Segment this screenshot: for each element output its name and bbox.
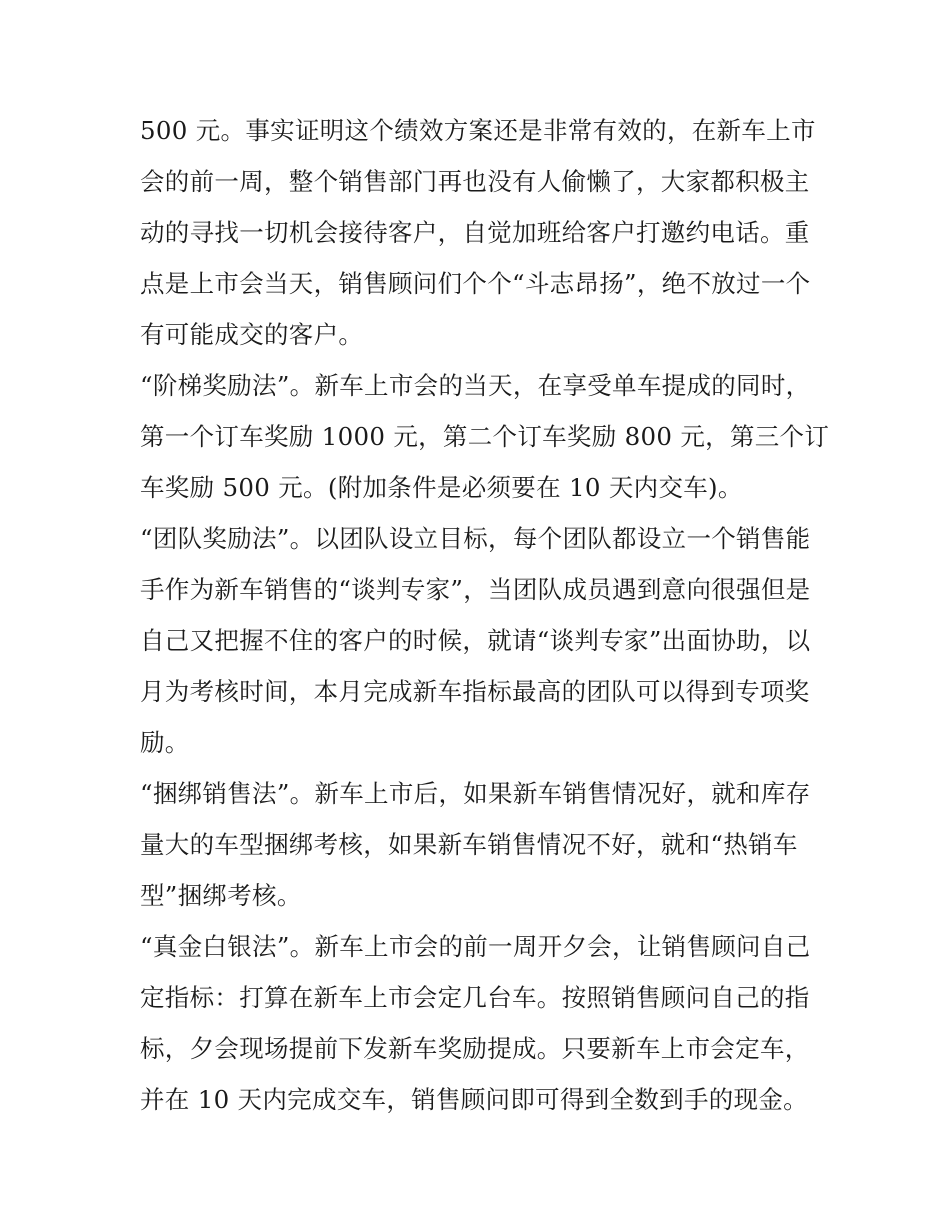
body-text — [140, 105, 830, 1125]
text-line: 励。 — [140, 728, 190, 757]
text-line: 自己又把握不住的客户的时候，就请“谈判专家”出面协助，以 — [140, 626, 811, 655]
text-line: 并在 10 天内完成交车，销售顾问即可得到全数到手的现金。 — [140, 1085, 808, 1114]
text-line: “团队奖励法”。以团队设立目标，每个团队都设立一个销售能 — [140, 524, 811, 553]
text-line: 会的前一周，整个销售部门再也没有人偷懒了，大家都积极主 — [140, 167, 810, 196]
text-line: 型”捆绑考核。 — [140, 881, 302, 910]
text-line: 动的寻找一切机会接待客户，自觉加班给客户打邀约电话。重 — [140, 218, 810, 247]
text-line: 500 元。事实证明这个绩效方案还是非常有效的，在新车上市 — [140, 116, 816, 145]
text-line: 量大的车型捆绑考核，如果新车销售情况不好，就和“热销车 — [140, 830, 798, 859]
text-line: “真金白银法”。新车上市会的前一周开夕会，让销售顾问自己 — [140, 932, 811, 961]
text-line: 标，夕会现场提前下发新车奖励提成。只要新车上市会定车， — [140, 1034, 810, 1063]
text-line: 点是上市会当天，销售顾问们个个“斗志昂扬”，绝不放过一个 — [140, 269, 811, 298]
text-line: 定指标：打算在新车上市会定几台车。按照销售顾问自己的指 — [140, 983, 810, 1012]
text-line: “捆绑销售法”。新车上市后，如果新车销售情况好，就和库存 — [140, 779, 811, 808]
text-line: 第一个订车奖励 1000 元，第二个订车奖励 800 元，第三个订 — [140, 422, 830, 451]
text-line: 手作为新车销售的“谈判专家”，当团队成员遇到意向很强但是 — [140, 575, 811, 604]
text-line: 有可能成交的客户。 — [140, 320, 364, 349]
text-line: 车奖励 500 元。(附加条件是必须要在 10 天内交车)。 — [140, 473, 743, 502]
text-line: “阶梯奖励法”。新车上市会的当天，在享受单车提成的同时， — [140, 371, 811, 400]
text-line: 月为考核时间，本月完成新车指标最高的团队可以得到专项奖 — [140, 677, 810, 706]
